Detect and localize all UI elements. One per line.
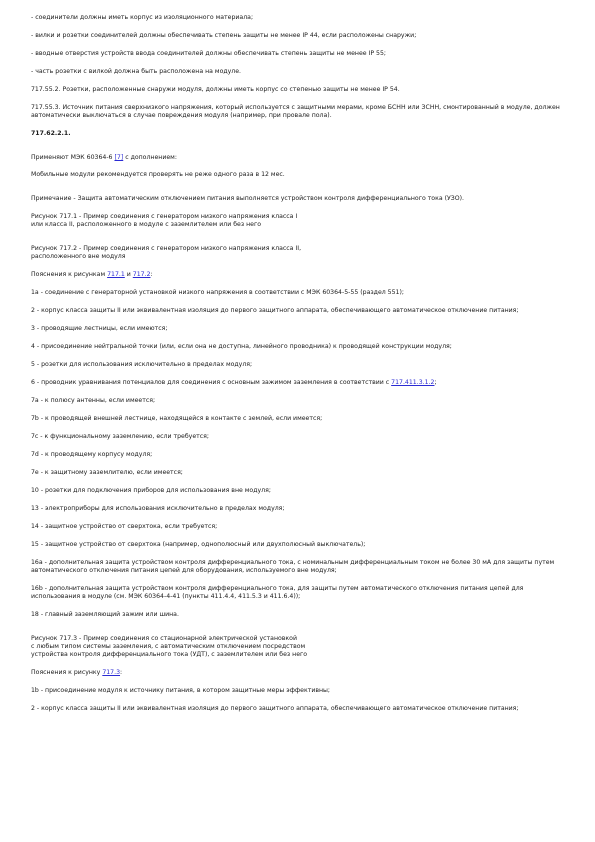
paragraph-mobile-inspection: Мобильные модули рекомендуется проверять не реже одного раза в 12 мес. bbox=[31, 171, 285, 178]
legend-item-14: 14 - защитное устройство от сверхтока, если требуется; bbox=[31, 523, 218, 530]
legend-heading-colon: : bbox=[150, 271, 153, 278]
legend-heading-text: Пояснения к рисункам bbox=[31, 271, 108, 278]
legend-item-1b: 1b - присоединение модуля к источнику питания, в котором защитные меры эффективны; bbox=[31, 687, 331, 694]
paragraph-717-55-3: 717.55.3. Источник питания сверхнизкого напряжения, который используется с защитными мерами, кроме БСНН или ЗСНН, смонтированный в модуле, должен автоматически выключаться в случае повреждения модуля (например, при провале пола). bbox=[31, 104, 560, 119]
legend-item-7e: 7е - к защитному заземлителю, если имеется; bbox=[31, 469, 183, 476]
figure-caption-717-3-line3: устройства контроля дифференциального тока (УДТ), с заземлителем или без него bbox=[31, 651, 308, 658]
legend-item-7b: 7b - к проводящей внешней лестнице, находящейся в контакте с землей, если имеется; bbox=[31, 415, 323, 422]
figure-caption-717-2 bbox=[31, 245, 571, 261]
legend-item-4: 4 - присоединение нейтральной точки (или, если она не доступна, линейного проводника) к проводящей конструкции модуля; bbox=[31, 343, 452, 350]
legend-item-7c: 7с - к функциональному заземлению, если требуется; bbox=[31, 433, 209, 440]
figure-caption-717-2-line1: Рисунок 717.2 - Пример соединения с генератором низкого напряжения класса II, bbox=[31, 245, 302, 252]
note-rcd-protection: Примечание - Защита автоматическим отключением питания выполняется устройством контроля дифференциального тока (УЗО). bbox=[31, 195, 464, 202]
legend-item-10: 10 - розетки для подключения приборов для использования вне модуля; bbox=[31, 487, 271, 494]
legend-item-18: 18 - главный заземляющий зажим или шина. bbox=[31, 611, 179, 618]
figure-caption-717-1-line2: или класса II, расположенного в модуле с заземлителем или без него bbox=[31, 221, 262, 228]
legend-item-5: 5 - розетки для использования исключительно в пределах модуля; bbox=[31, 361, 253, 368]
legend-item-7a: 7а - к полюсу антенны, если имеется; bbox=[31, 397, 156, 404]
document-page bbox=[31, 14, 571, 723]
clause-link-717-411-3-1-2[interactable]: 717.411.3.1.2 bbox=[391, 379, 435, 386]
paragraph-connector-housing: - соединители должны иметь корпус из изоляционного материала; bbox=[31, 14, 254, 21]
paragraph-apply-iec-text: Применяют МЭК 60364-6 bbox=[31, 154, 115, 161]
legend-item-2-fig3: 2 - корпус класса защиты II или эквивалентная изоляция до первого защитного аппарата, обеспечивающего автоматическое отключение питания; bbox=[31, 705, 519, 712]
legend-item-6 bbox=[31, 379, 571, 387]
legend-heading-3-colon: : bbox=[120, 669, 123, 676]
legend-item-15: 15 - защитное устройство от сверхтока (например, однополюсный или двухполюсный выключатель); bbox=[31, 541, 366, 548]
paragraph-apply-iec bbox=[31, 154, 571, 162]
figure-link-717-1[interactable]: 717.1 bbox=[107, 271, 125, 278]
legend-item-16a: 16а - дополнительная защита устройством контроля дифференциального тока, с номинальным дифференциальным током не более 30 мА для защиты путем автоматического отключения питания цепей для оборудования, используемого вне модуля; bbox=[31, 559, 555, 574]
legend-heading-3-text: Пояснения к рисунку bbox=[31, 669, 103, 676]
paragraph-connector-ip44: - вилки и розетки соединителей должны обеспечивать степень защиты не менее IP 44, если расположены снаружи; bbox=[31, 32, 417, 39]
legend-item-3: 3 - проводящие лестницы, если имеются; bbox=[31, 325, 168, 332]
legend-heading-figure-3 bbox=[31, 669, 571, 677]
legend-item-2: 2 - корпус класса защиты II или эквивалентная изоляция до первого защитного аппарата, обеспечивающего автоматическое отключение питания; bbox=[31, 307, 519, 314]
figure-link-717-2[interactable]: 717.2 bbox=[132, 271, 151, 278]
figure-caption-717-2-line2: расположенного вне модуля bbox=[31, 253, 126, 260]
legend-item-6-tail: ; bbox=[434, 379, 437, 386]
legend-item-13: 13 - электроприборы для использования исключительно в пределах модуля; bbox=[31, 505, 285, 512]
legend-heading-and: и bbox=[124, 271, 133, 278]
legend-item-1a: 1а - соединение с генераторной установкой низкого напряжения в соответствии с МЭК 60364-5-55 (раздел 551); bbox=[31, 289, 404, 296]
legend-item-6-text: 6 - проводник уравнивания потенциалов для соединения с основным зажимом заземления в соответствии с bbox=[31, 379, 392, 386]
section-number-717-62-2-1: 717.62.2.1. bbox=[31, 130, 71, 137]
figure-caption-717-1-line1: Рисунок 717.1 - Пример соединения с генератором низкого напряжения класса I bbox=[31, 213, 298, 220]
legend-heading-figures-1-2 bbox=[31, 271, 571, 279]
legend-item-7d: 7d - к проводящему корпусу модуля; bbox=[31, 451, 153, 458]
figure-link-717-3[interactable]: 717.3 bbox=[102, 669, 121, 676]
paragraph-apply-iec-tail: с дополнением: bbox=[123, 154, 177, 161]
reference-link-7[interactable]: [7] bbox=[114, 154, 124, 161]
paragraph-inlet-ip55: - вводные отверстия устройств ввода соединителей должны обеспечивать степень защиты не менее IP 55; bbox=[31, 50, 387, 57]
paragraph-socket-location: - часть розетки с вилкой должна быть расположена на модуле. bbox=[31, 68, 242, 75]
paragraph-717-55-2: 717.55.2. Розетки, расположенные снаружи модуля, должны иметь корпус со степенью защиты не менее IP 54. bbox=[31, 86, 400, 93]
figure-caption-717-1 bbox=[31, 213, 571, 229]
figure-caption-717-3-line2: с любым типом системы заземления, с автоматическим отключением посредством bbox=[31, 643, 306, 650]
figure-caption-717-3-line1: Рисунок 717.3 - Пример соединения со стационарной электрической установкой bbox=[31, 635, 297, 642]
figure-caption-717-3 bbox=[31, 635, 571, 659]
legend-item-16b: 16b - дополнительная защита устройством контроля дифференциального тока, для защиты путем автоматического отключения питания цепей для использования в модуле (см. МЭК 60364-4-41 (пункты 411.4.4, 411.5.3 и 411.6.4)); bbox=[31, 585, 524, 600]
